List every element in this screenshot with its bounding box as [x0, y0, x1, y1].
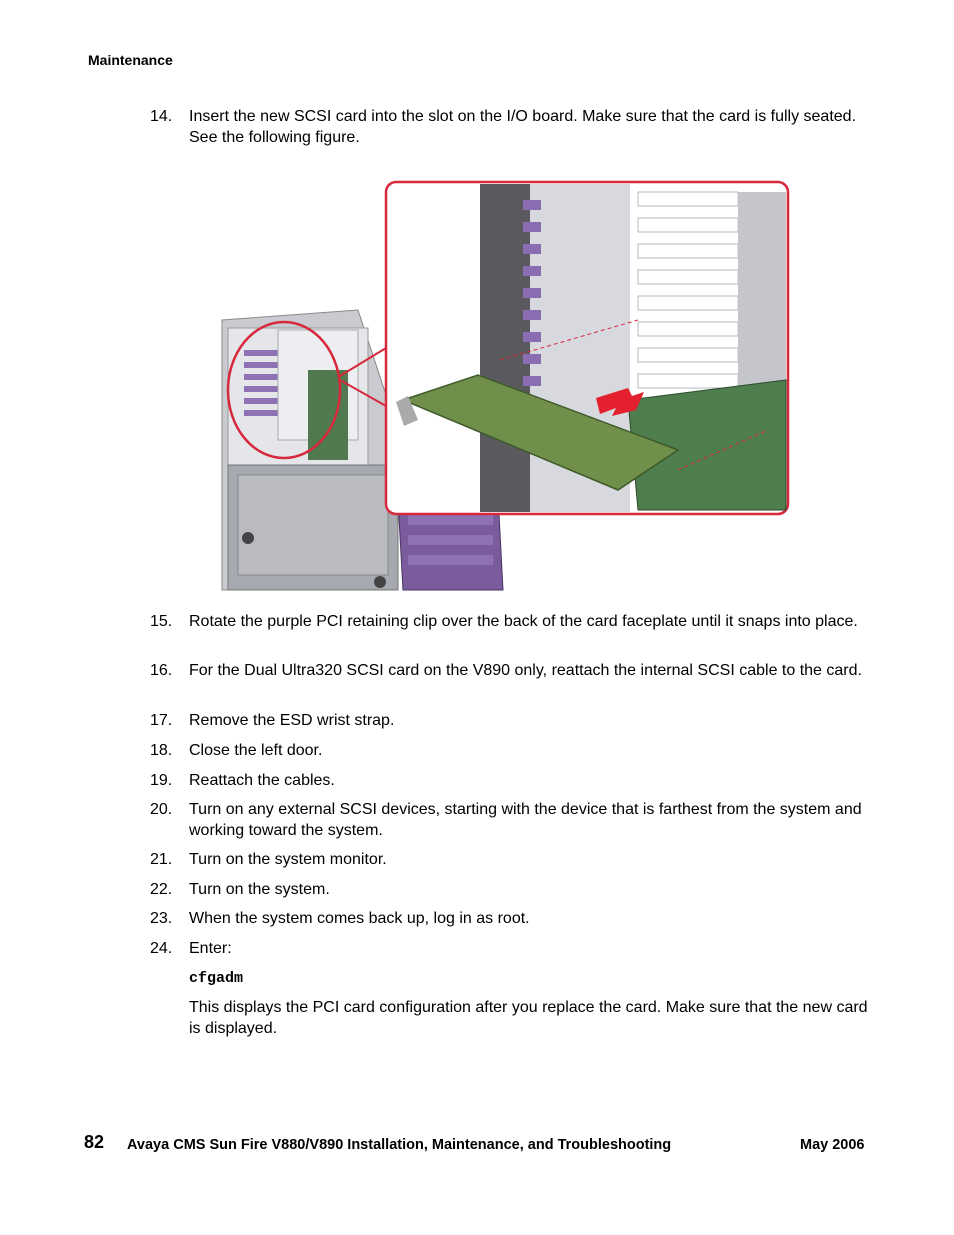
- step-number: 15.: [150, 613, 173, 630]
- section-header: Maintenance: [88, 52, 173, 68]
- step-23: [150, 909, 880, 930]
- step-number: 19.: [150, 772, 173, 789]
- step-15: [150, 612, 880, 633]
- step-14: [150, 107, 880, 148]
- step-text: Rotate the purple PCI retaining clip over the back of the card faceplate until it snaps into place.: [189, 613, 858, 630]
- step-note: This displays the PCI card configuration after you replace the card. Make sure that the new card is displayed.: [189, 999, 868, 1037]
- step-text: For the Dual Ultra320 SCSI card on the V890 only, reattach the internal SCSI cable to the card.: [189, 662, 862, 679]
- footer-title: Avaya CMS Sun Fire V880/V890 Installation, Maintenance, and Troubleshooting: [127, 1137, 672, 1153]
- step-19: [150, 771, 880, 792]
- step-text: Turn on any external SCSI devices, starting with the device that is farthest from the system and working toward the system.: [189, 801, 862, 839]
- step-24: [150, 939, 880, 960]
- step-text: Enter:: [189, 940, 232, 957]
- step-number: 18.: [150, 742, 173, 759]
- step-22: [150, 880, 880, 901]
- command-text: cfgadm: [189, 970, 244, 987]
- page-number: 82: [84, 1132, 105, 1152]
- step-18: [150, 741, 880, 762]
- step-21: [150, 850, 880, 871]
- step-text: Reattach the cables.: [189, 772, 335, 789]
- step-number: 20.: [150, 801, 173, 818]
- step-text: Insert the new SCSI card into the slot on the I/O board. Make sure that the card is fully seated. See the following figure.: [189, 108, 857, 146]
- step-17: [150, 711, 880, 732]
- step-text: Turn on the system monitor.: [189, 851, 387, 868]
- step-number: 22.: [150, 881, 173, 898]
- step-number: 23.: [150, 910, 173, 927]
- step-number: 21.: [150, 851, 173, 868]
- footer-date: May 2006: [800, 1137, 865, 1153]
- step-text: Remove the ESD wrist strap.: [189, 712, 395, 729]
- step-text: Close the left door.: [189, 742, 323, 759]
- server-illustration: [208, 170, 800, 602]
- step-number: 14.: [150, 108, 173, 125]
- step-number: 16.: [150, 662, 173, 679]
- step-number: 24.: [150, 940, 173, 957]
- step-16: [150, 661, 880, 682]
- scsi-card-figure: [208, 170, 800, 602]
- step-text: When the system comes back up, log in as root.: [189, 910, 530, 927]
- step-text: Turn on the system.: [189, 881, 330, 898]
- zoom-callout: [386, 182, 788, 514]
- step-number: 17.: [150, 712, 173, 729]
- step-20: [150, 800, 880, 841]
